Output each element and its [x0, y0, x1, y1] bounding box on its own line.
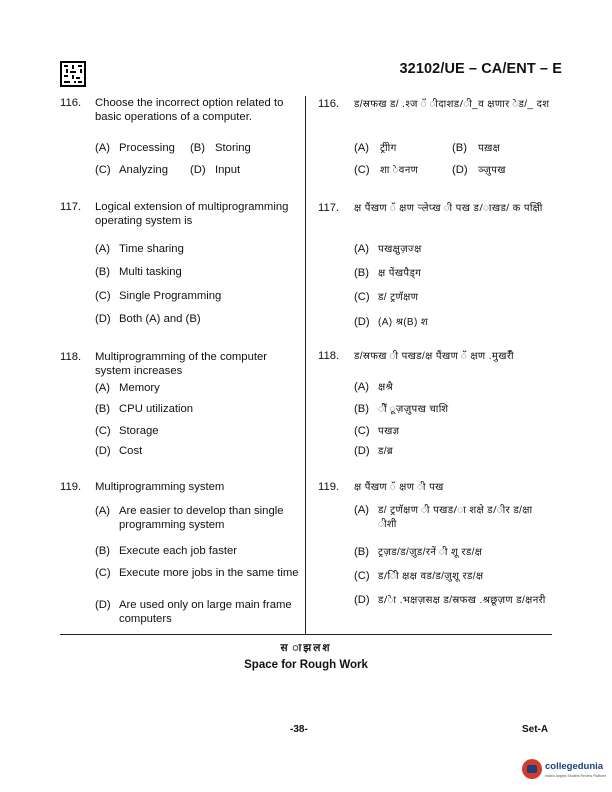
question-number: 117.: [318, 202, 340, 214]
question-text: ड/स्रफख ी पखड/क्ष पैंखण ॅ क्षण .मुखरॅी: [354, 351, 514, 362]
rough-work-heading-hindi: स ाझलश: [280, 642, 332, 654]
rough-work-heading: Space for Rough Work: [244, 659, 368, 671]
watermark-name: collegedunia: [545, 761, 604, 772]
question-text: Multiprogramming of the computer system increases: [95, 351, 268, 377]
bottom-divider: [60, 634, 552, 635]
question-text: ड/स्रफख ड/ .श्ज ॅ ीदाशड/ी_व क्षणार ेड/_ दश: [354, 99, 550, 110]
question-number: 116.: [318, 98, 340, 110]
qr-code-icon: [60, 61, 86, 87]
collegedunia-logo-icon: [522, 759, 542, 779]
column-divider: [305, 96, 306, 634]
question-number: 119.: [60, 481, 82, 493]
question-number: 118.: [318, 350, 340, 362]
question-number: 118.: [60, 351, 82, 363]
question-text: क्ष पैंखण ॅ क्षण ी पख: [354, 482, 444, 493]
question-text: क्ष पैंखण ॅ क्षण ऱ्लेप्ख ी पख ड/ाखड/ क पक्षिी: [354, 203, 543, 214]
question-number: 117.: [60, 201, 82, 213]
watermark-tagline: India's largest Student Review Platform: [545, 774, 606, 778]
page-number: -38-: [290, 724, 308, 735]
question-number: 116.: [60, 97, 82, 109]
paper-code: 32102/UE – CA/ENT – E: [399, 61, 562, 77]
question-text: Multiprogramming system: [95, 481, 225, 493]
question-text: Logical extension of multiprogramming operating system is: [95, 201, 289, 227]
set-label: Set-A: [522, 724, 549, 735]
collegedunia-watermark: [522, 756, 604, 786]
question-text: Choose the incorrect option related to basic operations of a computer.: [95, 97, 284, 123]
question-number: 119.: [318, 481, 340, 493]
